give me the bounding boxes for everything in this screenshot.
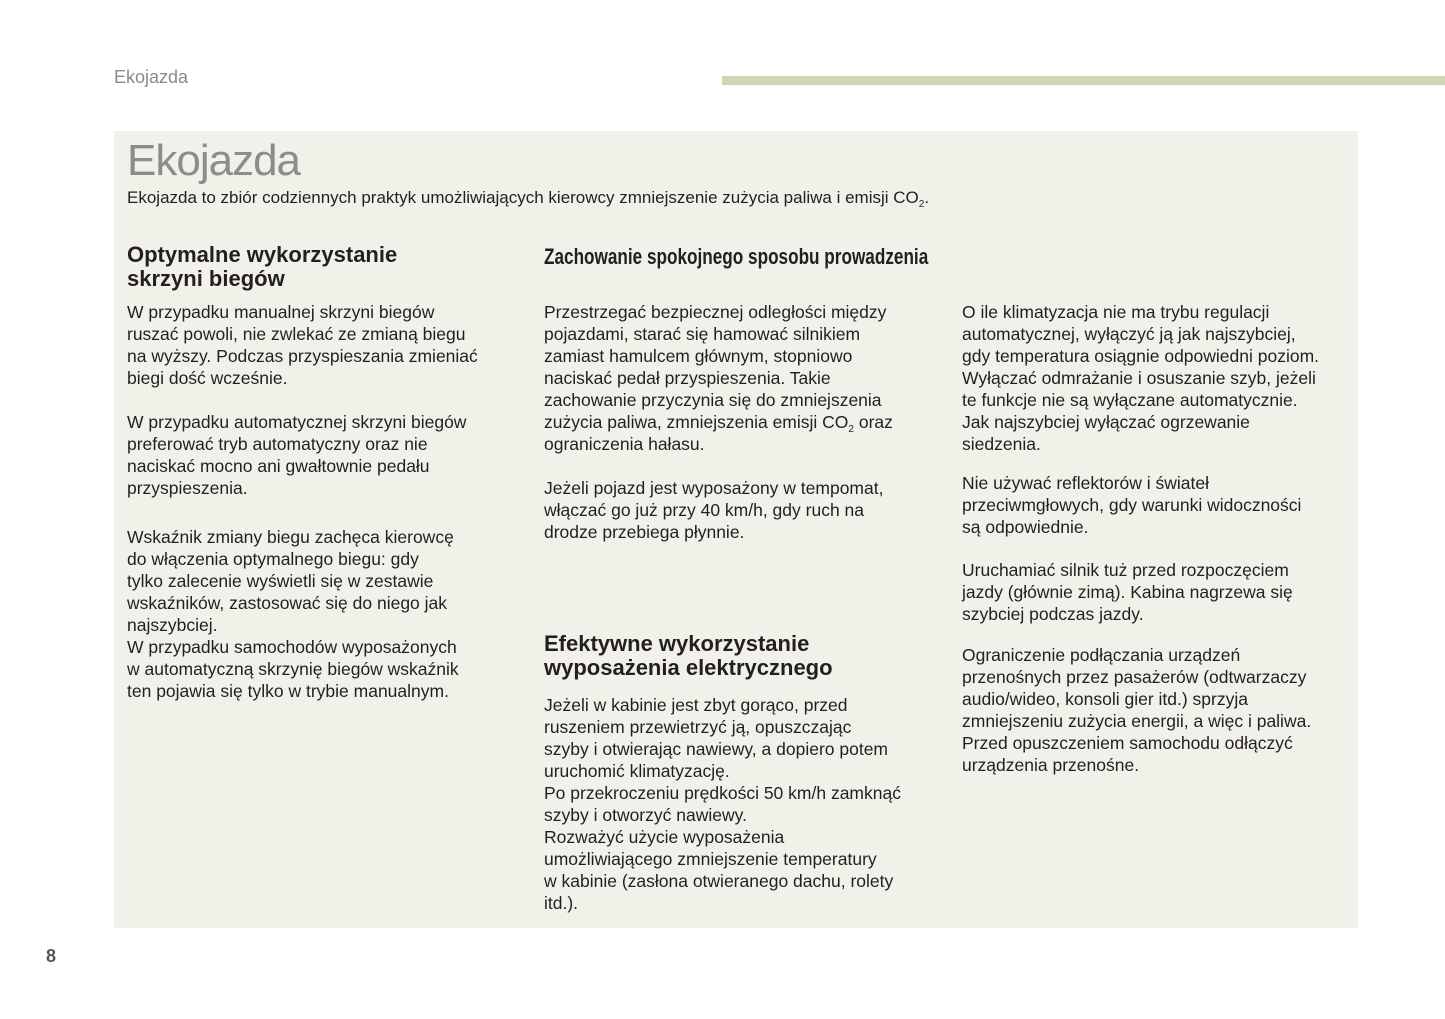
col3-paragraph-3: Uruchamiać silnik tuż przed rozpoczęciem jazdy (głównie zimą). Kabina nagrzewa się szybciej podczas jazdy. — [962, 560, 1293, 624]
running-header-title: Ekojazda — [114, 67, 189, 87]
col2-heading: Zachowanie spokojnego sposobu prowadzenia — [544, 244, 929, 269]
header-bar — [722, 76, 1445, 85]
col2-paragraph-2: Jeżeli pojazd jest wyposażony w tempomat, włączać go już przy 40 km/h, gdy ruch na drodze przebiega płynnie. — [544, 478, 884, 542]
col2-p1-main: Przestrzegać bezpiecznej odległości między pojazdami, starać się hamować silnikiem zamiast hamulcem głównym, stopniowo naciskać pedał przyspieszenia. Takie zachowanie przyczynia się do zmniejszenia zużycia paliwa, zmniejszenia emisji CO — [544, 302, 887, 432]
col2-p1-subscript: 2 — [848, 424, 854, 435]
col2-paragraph-1 — [544, 301, 893, 455]
intro-text — [127, 188, 929, 208]
intro-main: Ekojazda to zbiór codziennych praktyk umożliwiających kierowcy zmniejszenie zużycia paliwa i emisji CO — [127, 188, 919, 207]
intro-subscript: 2 — [918, 199, 925, 210]
col1-heading: Optymalne wykorzystanie skrzyni biegów — [127, 242, 398, 291]
intro-after: . — [924, 188, 930, 207]
page-number: 8 — [46, 946, 57, 966]
col2-paragraph-3: Jeżeli w kabinie jest zbyt gorąco, przed ruszeniem przewietrzyć ją, opuszczając szyby i otwierając nawiewy, a dopiero potem uruchomić klimatyzację. Po przekroczeniu prędkości 50 km/h zamknąć szyby i otworzyć nawiewy. Rozważyć użycie wyposażenia umożliwiającego zmniejszenie temperatury w kabinie (zasłona otwieranego dachu, rolety itd.). — [544, 695, 901, 913]
col3-paragraph-4: Ograniczenie podłączania urządzeń przenośnych przez pasażerów (odtwarzaczy audio/wideo, konsoli gier itd.) sprzyja zmniejszeniu zużycia energii, a więc i paliwa. Przed opuszczeniem samochodu odłączyć urządzenia przenośne. — [962, 645, 1312, 775]
col2-heading-2: Efektywne wykorzystanie wyposażenia elektrycznego — [544, 631, 833, 680]
col3-paragraph-2: Nie używać reflektorów i świateł przeciwmgłowych, gdy warunki widoczności są odpowiednie. — [962, 473, 1302, 537]
col1-paragraph-2: W przypadku automatycznej skrzyni biegów preferować tryb automatyczny oraz nie naciskać mocno ani gwałtownie pedału przyspieszenia. — [127, 412, 467, 498]
col3-paragraph-1: O ile klimatyzacja nie ma trybu regulacji automatycznej, wyłączyć ją jak najszybciej, gdy temperatura osiągnie odpowiedni poziom. Wyłączać odmrażanie i osuszanie szyb, jeżeli te funkcje nie są wyłączane automatycznie. Jak najszybciej wyłączać ogrzewanie siedzenia. — [962, 302, 1320, 454]
col1-paragraph-1: W przypadku manualnej skrzyni biegów ruszać powoli, nie zwlekać ze zmianą biegu na wyższy. Podczas przyspieszania zmieniać biegi dość wcześnie. — [127, 302, 478, 388]
col2-p1-end: oraz ograniczenia hałasu. — [544, 412, 893, 454]
col1-paragraph-3: Wskaźnik zmiany biegu zachęca kierowcę do włączenia optymalnego biegu: gdy tylko zalecenie wyświetli się w zestawie wskaźników, zastosować się do niego jak najszybciej. W przypadku samochodów wyposażonych w automatyczną skrzynię biegów wskaźnik ten pojawia się tylko w trybie manualnym. — [127, 527, 459, 701]
page-title: Ekojazda — [127, 136, 301, 185]
